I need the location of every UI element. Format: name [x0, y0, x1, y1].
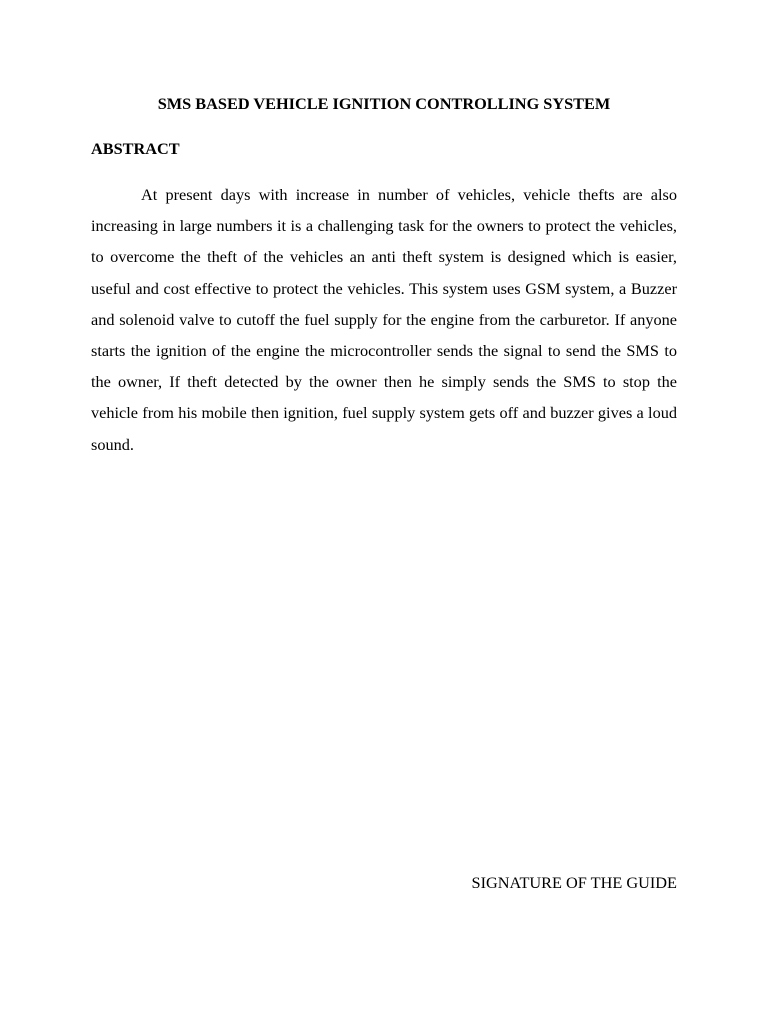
abstract-paragraph: At present days with increase in number of vehicles, vehicle thefts are also increasing in large numbers it is a challenging task for the owners to protect the vehicles, to overcome the theft of the vehicles an anti theft system is designed which is easier, useful and cost effective to protect the vehicles. This system uses GSM system, a Buzzer and solenoid valve to cutoff the fuel supply for the engine from the carburetor. If anyone starts the ignition of the engine the microcontroller sends the signal to send the SMS to the owner, If theft detected by the owner then he simply sends the SMS to stop the vehicle from his mobile then ignition, fuel supply system gets off and buzzer gives a loud sound.: [91, 185, 677, 454]
section-heading-abstract: ABSTRACT: [91, 139, 180, 158]
signature-line: SIGNATURE OF THE GUIDE: [471, 873, 677, 892]
document-title: SMS BASED VEHICLE IGNITION CONTROLLING SYSTEM: [157, 94, 611, 113]
